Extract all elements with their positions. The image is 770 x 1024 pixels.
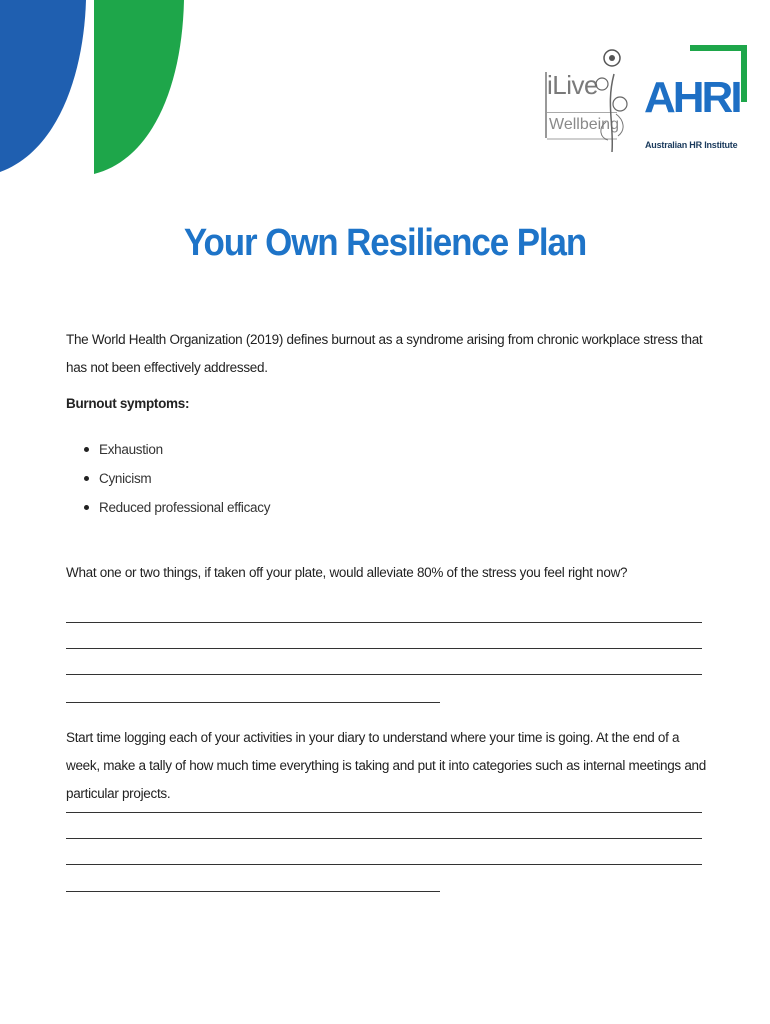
bullet-icon — [84, 505, 89, 510]
ahri-logo-caption: Australian HR Institute — [645, 140, 738, 150]
answer-line[interactable] — [66, 622, 702, 623]
flower-illustration-icon — [592, 44, 632, 154]
bullet-icon — [84, 447, 89, 452]
list-item: Cynicism — [84, 464, 270, 493]
answer-line[interactable] — [66, 812, 702, 813]
green-leaf-shape — [94, 0, 184, 174]
answer-line[interactable] — [66, 838, 702, 839]
answer-line[interactable] — [66, 648, 702, 649]
question-one: What one or two things, if taken off your plate, would alleviate 80% of the stress you feel right now? — [66, 565, 628, 580]
ahri-logo-letters: AHRI — [644, 73, 740, 122]
ilive-logo-text: iLive — [547, 70, 598, 100]
list-item: Reduced professional efficacy — [84, 493, 270, 522]
symptoms-heading: Burnout symptoms: — [66, 396, 190, 411]
blue-leaf-shape — [0, 0, 86, 172]
list-item: Exhaustion — [84, 435, 270, 464]
question-two: Start time logging each of your activities in your diary to understand where your time is going. At the end of a week, make a tally of how much time everything is taking and put it into categories such as internal meetings and particular projects. — [66, 730, 706, 801]
answer-line[interactable] — [66, 702, 440, 703]
intro-paragraph: The World Health Organization (2019) defines burnout as a syndrome arising from chronic workplace stress that has not been effectively addressed. — [66, 332, 703, 375]
page-title: Your Own Resilience Plan — [183, 222, 587, 264]
wellbeing-logo-text: Wellbeing — [549, 116, 619, 133]
bullet-icon — [84, 476, 89, 481]
answer-line[interactable] — [66, 864, 702, 865]
decorative-shapes — [0, 0, 200, 180]
answer-line[interactable] — [66, 674, 702, 675]
answer-line[interactable] — [66, 891, 440, 892]
symptoms-list — [84, 435, 270, 522]
